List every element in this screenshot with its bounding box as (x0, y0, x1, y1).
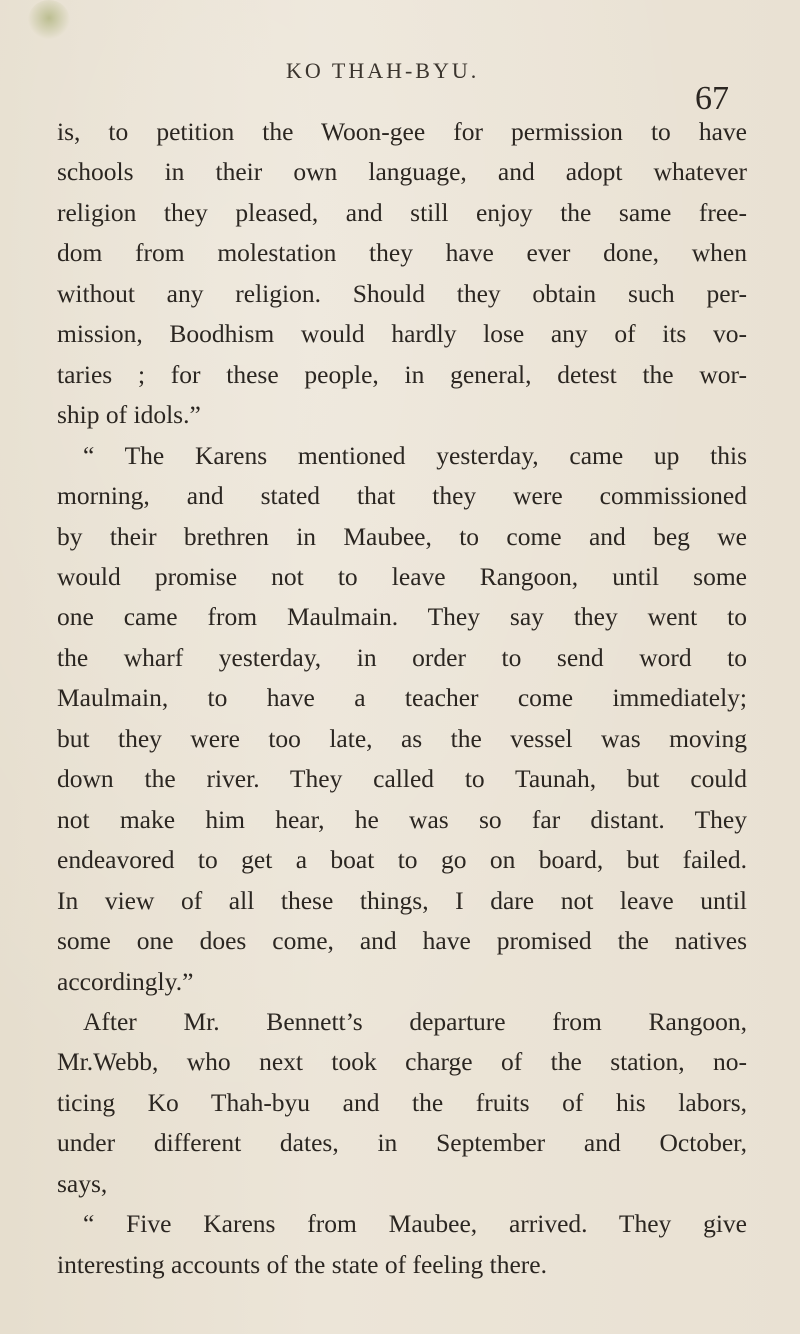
text-line: dom from molestation they have ever done, when (57, 238, 747, 268)
page-number: 67 (695, 80, 729, 117)
text-line: but they were too late, as the vessel was moving (57, 723, 747, 753)
text-line: ship of idols.” (57, 400, 201, 430)
text-line: “ The Karens mentioned yesterday, came up this (83, 440, 747, 470)
text-line: would promise not to leave Rangoon, until some (57, 561, 747, 591)
text-line: says, (57, 1168, 108, 1198)
text-line: religion they pleased, and still enjoy the same free- (57, 197, 747, 227)
text-line: under different dates, in September and October, (57, 1128, 747, 1158)
text-line: not make him hear, he was so far distant. They (57, 804, 747, 834)
text-line: one came from Maulmain. They say they went to (57, 602, 747, 632)
text-line: by their brethren in Maubee, to come and beg we (57, 521, 747, 551)
text-line: Maulmain, to have a teacher come immediately; (57, 683, 747, 713)
text-line: is, to petition the Woon-gee for permission to have (57, 117, 747, 146)
text-line: interesting accounts of the state of feeling there. (57, 1249, 547, 1279)
text-line: down the river. They called to Taunah, but could (57, 764, 747, 794)
text-line: taries ; for these people, in general, detest the wor- (57, 359, 747, 389)
text-line: the wharf yesterday, in order to send word to (57, 642, 747, 672)
text-line: After Mr. Bennett’s departure from Rangoon, (83, 1006, 747, 1036)
text-line: mission, Boodhism would hardly lose any of its vo- (57, 319, 747, 349)
text-line: ticing Ko Thah-byu and the fruits of his labors, (57, 1087, 747, 1117)
body-text (57, 112, 747, 1285)
running-head: KO THAH-BYU. (286, 58, 480, 83)
text-line: endeavored to get a boat to go on board, but failed. (57, 845, 747, 875)
text-line: without any religion. Should they obtain such per- (57, 278, 747, 308)
text-line: some one does come, and have promised the natives (57, 926, 747, 956)
text-line: In view of all these things, I dare not leave until (57, 885, 747, 915)
text-line: accordingly.” (57, 966, 194, 996)
text-line: “ Five Karens from Maubee, arrived. They give (83, 1209, 747, 1239)
paper-stain (28, 0, 70, 40)
text-line: Mr.Webb, who next took charge of the station, no- (57, 1047, 747, 1077)
text-line: schools in their own language, and adopt whatever (57, 157, 747, 187)
text-line: morning, and stated that they were commissioned (57, 481, 747, 511)
